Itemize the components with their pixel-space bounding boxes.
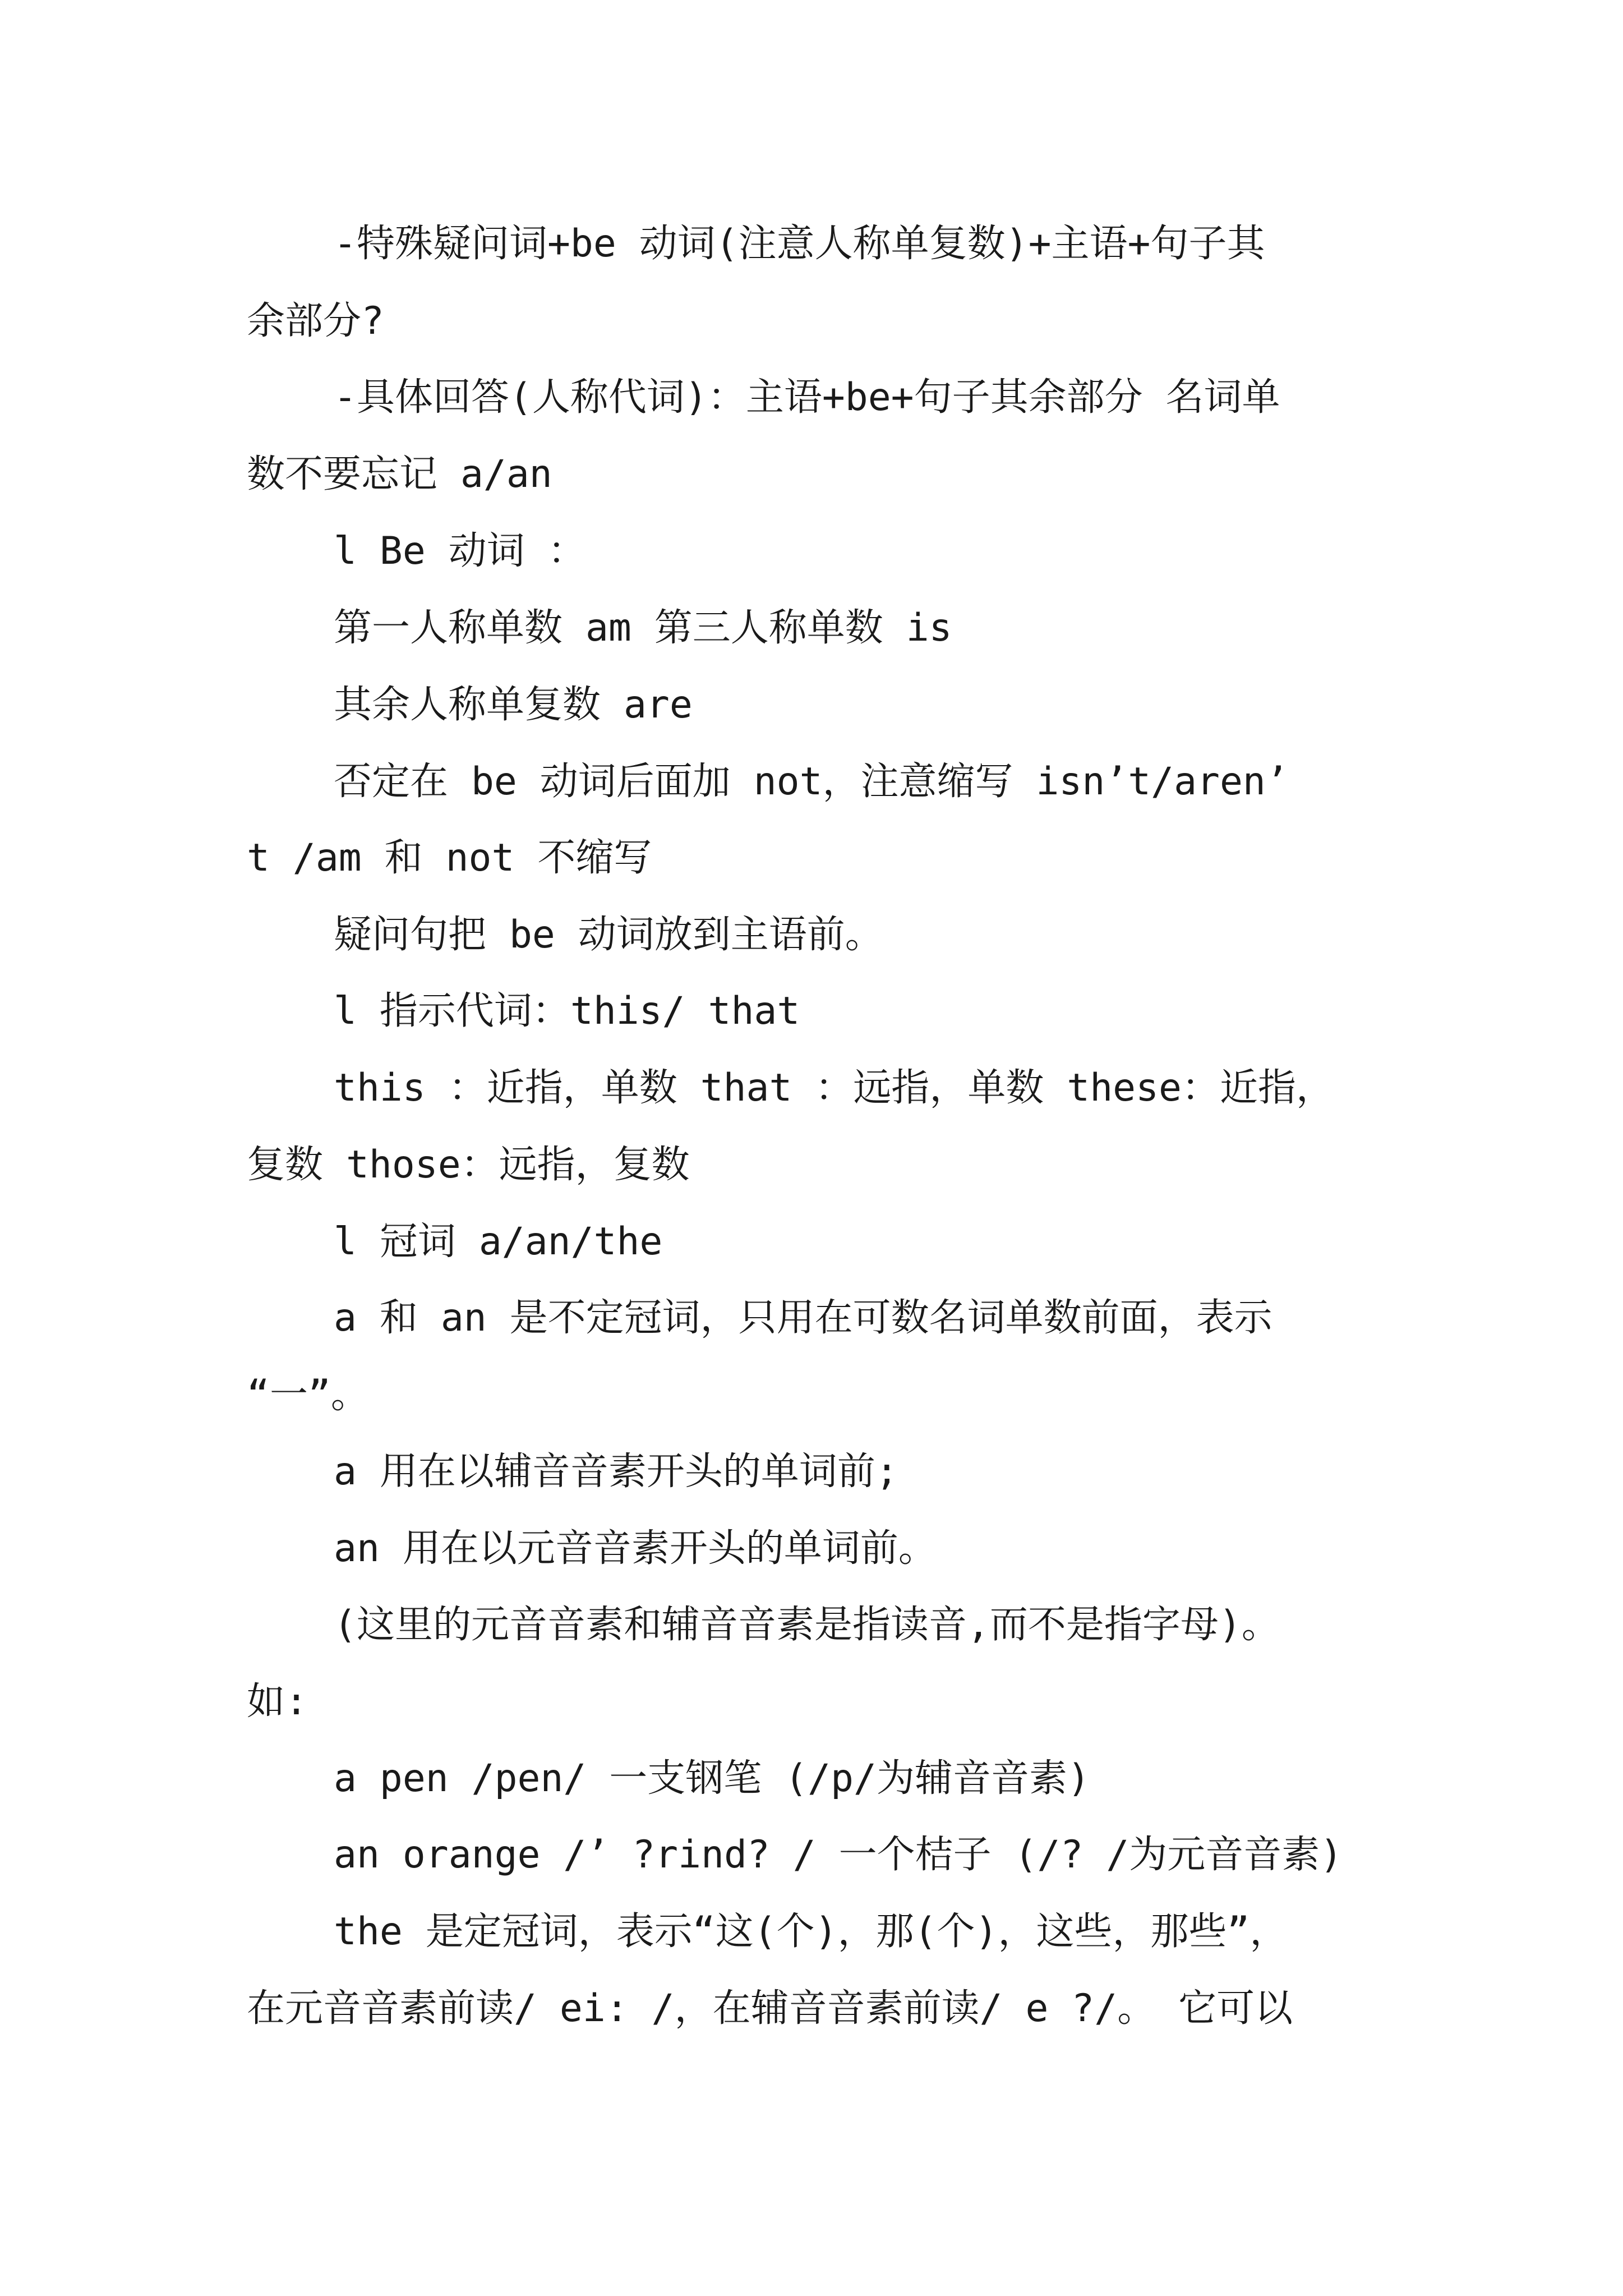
text-line: an 用在以元音音素开头的单词前。 (334, 1526, 937, 1571)
text-line: 余部分? (247, 299, 384, 343)
text-line: l 冠词 a/an/the (334, 1220, 663, 1264)
text-line: 在元音音素前读/ ei: /，在辅音音素前读/ e ?/。 它可以 (247, 1986, 1293, 2031)
text-line: a 和 an 是不定冠词，只用在可数名词单数前面，表示 (334, 1296, 1272, 1340)
text-line: l Be 动词 ： (334, 529, 586, 573)
text-line: t /am 和 not 不缩写 (247, 836, 652, 880)
text-line: the 是定冠词，表示“这(个)，那(个)，这些，那些”， (334, 1910, 1288, 1954)
text-line: 数不要忘记 a/an (247, 452, 552, 496)
text-line: (这里的元音音素和辅音音素是指读音,而不是指字母)。 (334, 1603, 1280, 1647)
text-line: 如: (247, 1680, 308, 1724)
text-line: 疑问句把 be 动词放到主语前。 (334, 913, 883, 957)
text-line: l 指示代词：this/ that (334, 989, 800, 1033)
text-line: this ：近指，单数 that ：远指，单数 these：近指， (334, 1066, 1334, 1110)
text-line: 第一人称单数 am 第三人称单数 is (334, 606, 952, 650)
text-line: a 用在以辅音音素开头的单词前; (334, 1450, 898, 1494)
text-line: 其余人称单复数 are (334, 683, 693, 727)
text-line: -特殊疑问词+be 动词(注意人称单复数)+主语+句子其 (334, 222, 1265, 266)
text-line: “一”。 (247, 1373, 369, 1417)
text-line: 复数 those：远指，复数 (247, 1143, 690, 1187)
text-line: an orange /’ ?rind? / 一个桔子 (/? /为元音音素) (334, 1833, 1343, 1877)
text-line: -具体回答(人称代词)：主语+be+句子其余部分 名词单 (334, 375, 1280, 420)
text-line: a pen /pen/ 一支钢笔 (/p/为辅音音素) (334, 1756, 1090, 1801)
text-line: 否定在 be 动词后面加 not，注意缩写 isn’t/aren’ (334, 760, 1289, 804)
